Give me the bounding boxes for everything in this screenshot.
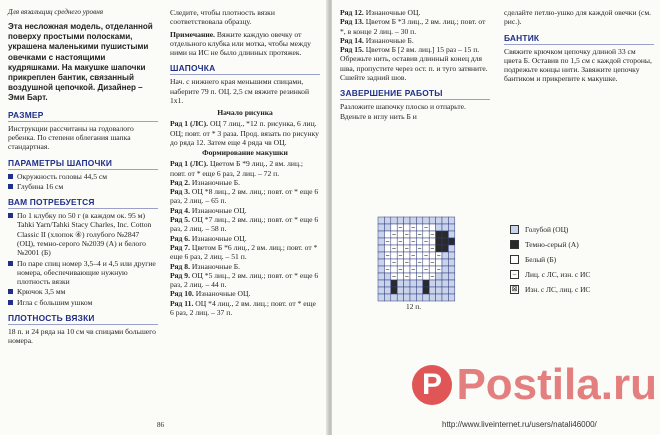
row-label: Ряд 12. — [340, 8, 364, 17]
needs-item: Крючок 3,5 мм — [8, 287, 158, 296]
chart-cell — [410, 287, 416, 294]
chart-cell — [397, 245, 403, 252]
chart-cell — [436, 224, 442, 231]
chart-cell — [429, 252, 435, 259]
size-heading: РАЗМЕР — [8, 110, 158, 122]
chart-cell — [442, 231, 448, 238]
chart-cell — [448, 266, 454, 273]
chart-cell — [384, 231, 390, 238]
pattern-row — [340, 45, 490, 82]
chart-cell — [384, 217, 390, 224]
row-text: Цветом Б *6 лиц., 2 вм. лиц.; повт. от * еще 6 раз, 2 лиц. – 51 п. — [170, 242, 318, 262]
pattern-row — [170, 178, 320, 187]
legend-label: Лиц. с ЛС, изн. с ИС — [525, 270, 591, 279]
row-text: ОЦ *7 лиц., 2 вм. лиц.; повт. от * еще 6 раз, 2 лиц. – 58 п. — [170, 215, 319, 234]
chart-cell — [423, 217, 429, 224]
chart-cell — [429, 224, 435, 231]
row-text: Цветом Б [2 вм. лиц.] 15 раз – 15 п. Обрежьте нить, оставив длинный конец для шва, пропустите через ост. п. и туго затяните. Сшейте задний шов. — [340, 45, 488, 83]
needs-heading: ВАМ ПОТРЕБУЕТСЯ — [8, 197, 158, 209]
chart-cell — [391, 217, 397, 224]
chart-cell — [436, 287, 442, 294]
chart-cell — [397, 231, 403, 238]
chart-cell — [429, 217, 435, 224]
finish-heading: ЗАВЕРШЕНИЕ РАБОТЫ — [340, 88, 490, 100]
chart-cell — [378, 252, 384, 259]
chart-cell — [378, 273, 384, 280]
legend-label: Голубой (ОЦ) — [525, 225, 569, 234]
chart-cell — [404, 238, 410, 245]
pattern-row — [170, 206, 320, 215]
chart-cell — [448, 231, 454, 238]
pattern-row — [170, 187, 320, 206]
legend-item-purl — [510, 270, 590, 279]
row-text: ОЦ *8 лиц., 2 вм. лиц.; повт. от * еще 6 раз, 2 лиц. – 65 п. — [170, 187, 319, 206]
chart-cell — [378, 231, 384, 238]
bow-heading: БАНТИК — [504, 33, 654, 45]
chart-cell — [436, 280, 442, 287]
pattern-row — [170, 299, 320, 318]
pattern-row — [170, 271, 320, 290]
left-column-1 — [8, 8, 158, 349]
row-text: Цветом Б *9 лиц., 2 вм. лиц.; повт. от * еще 6 раз, 2 лиц. – 72 п. — [170, 159, 304, 178]
chart-cell — [442, 245, 448, 252]
row-text: Изнаночные ОЦ. — [195, 289, 251, 299]
right-rows — [340, 8, 490, 82]
chart-cell — [448, 294, 454, 301]
row-label: Ряд 15. — [340, 45, 364, 55]
chart-cell — [423, 280, 429, 287]
chart-cell — [448, 238, 454, 245]
chart-cell — [384, 273, 390, 280]
needs-item: Игла с большим ушком — [8, 298, 158, 307]
chart-cell — [442, 252, 448, 259]
chart-cell — [442, 238, 448, 245]
gauge-followup-text: Следите, чтобы плотность вязки соответствовала образцу. — [170, 8, 275, 27]
chart-cell — [391, 287, 397, 294]
page-number: 86 — [157, 421, 164, 429]
size-text: Инструкции рассчитаны на годовалого ребенка. По степени облегания шапка стандартная. — [8, 123, 134, 152]
swatch-white — [510, 255, 519, 264]
legend-item-grey — [510, 240, 590, 249]
legend-label: Белый (Б) — [525, 255, 557, 264]
chart-cell — [442, 217, 448, 224]
row-label: Ряд 3. — [170, 187, 190, 197]
row-label: Ряд 11. — [170, 298, 194, 308]
row-text: Изнаночные ОЦ. — [191, 205, 247, 215]
chart-cell — [404, 252, 410, 259]
chart-cell — [429, 287, 435, 294]
chart-cell — [442, 294, 448, 301]
row-text: Изнаночные ОЦ. — [191, 233, 247, 243]
chart-cell — [397, 280, 403, 287]
chart-cell — [391, 266, 397, 273]
chart-cell — [397, 217, 403, 224]
chart-cell — [378, 287, 384, 294]
chart-cell — [423, 294, 429, 301]
chart-cell — [391, 224, 397, 231]
row-label: Ряд 5. — [170, 215, 190, 225]
chart-cell — [378, 266, 384, 273]
needs-item: По паре спиц номер 3,5–4 и 4,5 или другие номера, обеспечивающие нужную плотность вязки — [8, 259, 158, 287]
right-column-2 — [504, 8, 654, 87]
row-text: Изнаночные Б. — [191, 261, 241, 271]
chart-cell — [410, 294, 416, 301]
chart-cell — [442, 273, 448, 280]
row-text: ОЦ 7 лиц., *12 п. рисунка, 6 лиц. ОЦ; повт. от * 3 раза. Прод. вязать по рисунку до ряда 12. Затем еще 4 ряда чв ОЦ. — [170, 119, 319, 147]
chart-cell — [384, 287, 390, 294]
hat-heading: ШАПОЧКА — [170, 63, 320, 75]
chart-cell — [448, 252, 454, 259]
chart-cell — [404, 287, 410, 294]
chart-cell — [436, 217, 442, 224]
chart-cell — [448, 280, 454, 287]
level-subtitle: Для вязальщиц среднего уровня — [8, 8, 104, 16]
chart-cell — [436, 231, 442, 238]
chart-cell — [448, 273, 454, 280]
chart-legend — [510, 225, 590, 300]
right-column-1 — [340, 8, 490, 124]
chart-cell — [404, 217, 410, 224]
watermark-url: http://www.liveinternet.ru/users/natali46000/ — [442, 420, 597, 429]
pattern-row — [340, 8, 490, 17]
row-label: Ряд 13. — [340, 17, 364, 27]
chart-cell — [410, 231, 416, 238]
postila-logo-icon: P — [412, 365, 452, 405]
finish-text: Разложите шапочку плоско и отпарьте. Вденьте в иглу нить Б и — [340, 102, 466, 121]
swatch-blue — [510, 225, 519, 234]
legend-item-white — [510, 255, 590, 264]
chart-cell — [404, 280, 410, 287]
chart-cell — [448, 259, 454, 266]
chart-cell — [442, 287, 448, 294]
intro-text: Эта несложная модель, отделанной поверху простыми полосками, украшена маленькими пушистыми овечками с настоящими кудряшками. На макушке шапочки прикреплен бантик, связанный воздушной цепочкой. Дизайнер – Эми Барт. — [8, 22, 153, 103]
chart-cell — [423, 287, 429, 294]
row-label: Ряд 4. — [170, 205, 190, 215]
chart-cell — [416, 217, 422, 224]
swatch-grey — [510, 240, 519, 249]
chart-cell — [384, 294, 390, 301]
chart-cell — [378, 294, 384, 301]
chart-cell — [391, 294, 397, 301]
pattern-row — [170, 289, 320, 298]
chart-cell — [410, 280, 416, 287]
chart-cell — [448, 287, 454, 294]
param-item: Окружность головы 44,5 см — [8, 172, 158, 181]
knit-stitch-icon: ⊠ — [511, 285, 518, 293]
pattern-row — [170, 119, 320, 147]
gauge-heading: ПЛОТНОСТЬ ВЯЗКИ — [8, 313, 158, 325]
chart-cell — [378, 245, 384, 252]
chart-cell — [416, 238, 422, 245]
chart-cell — [378, 280, 384, 287]
gauge-text: 18 п. и 24 ряда на 10 см чв спицами большего номера. — [8, 327, 156, 346]
params-heading: ПАРАМЕТРЫ ШАПОЧКИ — [8, 158, 158, 170]
note-label: Примечание. — [170, 29, 215, 39]
chart-cell — [397, 273, 403, 280]
chart-cell — [448, 224, 454, 231]
chart-cell — [448, 217, 454, 224]
hat-text: Нач. с нижнего края меньшими спицами, наберите 79 п. ОЦ. 2,5 см вяжите резинкой 1х1. — [170, 77, 310, 106]
chart-cell — [416, 287, 422, 294]
pattern-row — [170, 215, 320, 234]
chart-cell — [404, 224, 410, 231]
right-page — [332, 0, 660, 435]
chart-cell — [442, 224, 448, 231]
row-label: Ряд 6. — [170, 233, 190, 243]
chart-cell — [410, 217, 416, 224]
crown-rows — [170, 159, 320, 317]
chart-cell — [436, 273, 442, 280]
left-column-2 — [170, 8, 320, 317]
watermark — [412, 360, 657, 410]
row-text: Изнаночные Б. — [191, 177, 241, 187]
chart-cell — [429, 294, 435, 301]
sheep-chart — [374, 215, 464, 313]
legend-item-blue — [510, 225, 590, 234]
row-text: Цветом Б *3 лиц., 2 вм. лиц.; повт. от *, в конце 2 лиц. – 30 п. — [340, 17, 486, 36]
chart-cell — [397, 287, 403, 294]
chart-width-label: 12 п. — [406, 302, 422, 311]
row-label: Ряд 10. — [170, 289, 194, 299]
watermark-text: Postila.ru — [456, 360, 657, 409]
pattern-start-heading: Начало рисунка — [217, 108, 273, 118]
pattern-row — [170, 243, 320, 262]
crown-heading: Формирование макушки — [202, 148, 288, 158]
pattern-row — [170, 159, 320, 178]
row-label: Ряд 8. — [170, 261, 190, 271]
chart-cell — [416, 224, 422, 231]
pattern-row — [170, 234, 320, 243]
chart-cell — [436, 238, 442, 245]
chart-cell — [423, 231, 429, 238]
legend-item-knit — [510, 285, 590, 294]
pattern-row — [340, 17, 490, 36]
param-item: Глубина 16 см — [8, 182, 158, 191]
chart-cell — [416, 252, 422, 259]
left-page — [0, 0, 328, 435]
legend-label: Изн. с ЛС, лиц. с ИС — [525, 285, 591, 294]
chart-cell — [378, 238, 384, 245]
chart-cell — [442, 259, 448, 266]
chart-cell — [384, 280, 390, 287]
row-text: ОЦ *4 лиц., 2 вм. лиц.; повт. от * еще 6 раз, 2 лиц. – 37 п. — [170, 298, 316, 318]
chart-cell — [429, 238, 435, 245]
purl-stitch-icon: – — [510, 270, 519, 279]
legend-label: Темно-серый (А) — [525, 240, 579, 249]
pattern-row — [340, 36, 490, 45]
chart-cell — [384, 224, 390, 231]
chart-cell — [391, 238, 397, 245]
chart-cell — [423, 245, 429, 252]
chart-cell — [378, 217, 384, 224]
chart-cell — [410, 259, 416, 266]
row-text: Изнаночные ОЦ. — [365, 8, 421, 17]
chart-cell — [404, 266, 410, 273]
chart-cell — [442, 280, 448, 287]
chart-cell — [416, 280, 422, 287]
chart-cell — [404, 294, 410, 301]
chart-cell — [397, 259, 403, 266]
chart-cell — [410, 245, 416, 252]
chart-cell — [429, 266, 435, 273]
chart-cell — [378, 259, 384, 266]
pattern-row — [170, 262, 320, 271]
row-label: Ряд 14. — [340, 35, 364, 45]
row-label: Ряд 2. — [170, 177, 190, 187]
bow-text: Свяжите крючком цепочку длиной 33 см цвета Б. Оставив по 1,5 см с каждой стороны, подрежьте концы нити. Завяжите цепочку бантиком и прикрепите к макушке. — [504, 46, 652, 84]
chart-cell — [391, 252, 397, 259]
chart-cell — [378, 224, 384, 231]
chart-cell — [436, 245, 442, 252]
note-paragraph — [170, 30, 320, 58]
chart-cell — [429, 280, 435, 287]
row-text: Изнаночные Б. — [365, 35, 414, 45]
chart-cell — [397, 294, 403, 301]
chart-cell — [423, 273, 429, 280]
chart-cell — [436, 259, 442, 266]
row-text: ОЦ *5 лиц., 2 вм. лиц.; повт. от * еще 6 раз, 2 лиц. – 44 п. — [170, 270, 319, 290]
row-label: Ряд 7. — [170, 242, 190, 252]
chart-cell — [442, 266, 448, 273]
chart-cell — [436, 294, 442, 301]
row-label: Ряд 1 (ЛС). — [170, 159, 209, 169]
chart-cell — [410, 273, 416, 280]
chart-cell — [384, 245, 390, 252]
chart-cell — [423, 259, 429, 266]
chart-cell — [416, 266, 422, 273]
row-label: Ряд 1 (ЛС). — [170, 119, 209, 129]
needs-item: По 1 клубку по 50 г (в каждом ок. 95 м) Tahki Yarn/Tahki Stacy Charles, Inc. Cotton Classic II (хлопок ④) голубого №2847 (ОЦ), темно-серого №2039 (А) и белого №2001 (Б) — [8, 211, 158, 257]
finish-followup-text: сделайте петлю-ушко для каждой овечки (см. рис.). — [504, 8, 652, 27]
note-text: Вяжите каждую овечку от отдельного клубка или мотка, чтобы между ними на ИС не было длинных протяжек. — [170, 29, 311, 58]
chart-cell — [448, 245, 454, 252]
chart-cell — [416, 294, 422, 301]
chart-cell — [384, 259, 390, 266]
chart-cell — [391, 280, 397, 287]
row-label: Ряд 9. — [170, 270, 190, 280]
